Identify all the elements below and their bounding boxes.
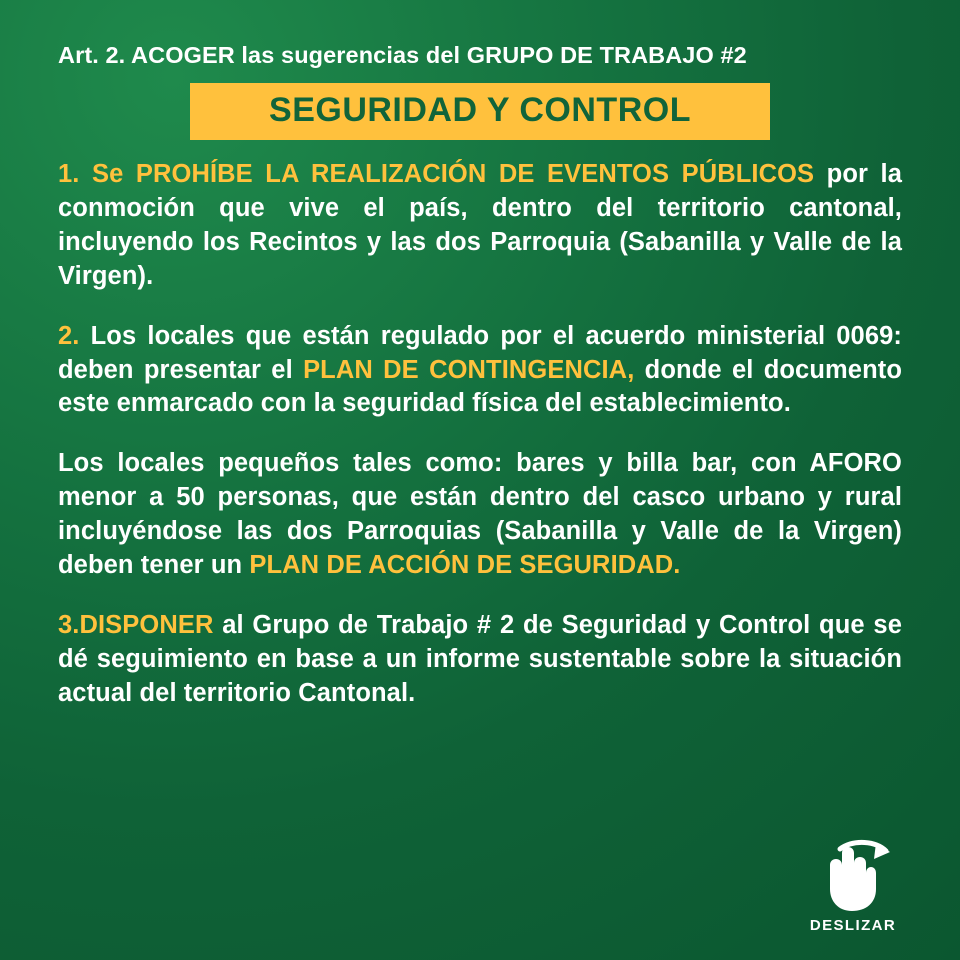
clause-3 [58,609,902,711]
swipe-indicator[interactable] [794,839,912,934]
clause-2-highlight: PLAN DE CONTINGENCIA, [303,355,635,384]
clause-2-note-highlight: PLAN DE ACCIÓN DE SEGURIDAD. [249,551,681,580]
article-heading: Art. 2. ACOGER las sugerencias del GRUPO DE TRABAJO #2 [58,42,747,68]
clause-2-text-b: donde el documento este enmarcado con la seguridad física del establecimiento. [58,355,903,418]
banner-container [58,83,902,140]
clause-1 [58,158,902,294]
clause-1-text: por la conmoción que vive el país, dentro del territorio cantonal, incluyendo los Recintos y las dos Parroquia (Sabanilla y Valle de la Virgen). [58,160,903,290]
clause-2-note [58,447,902,583]
clause-3-highlight: DISPONER [79,610,214,639]
banner-title: SEGURIDAD Y CONTROL [190,83,770,140]
clause-3-text: al Grupo de Trabajo # 2 de Seguridad y Control que se dé seguimiento en base a un informe sustentable sobre la situación actual del territorio Cantonal. [58,610,902,707]
clause-1-number: 1. [58,160,80,188]
clause-2-note-text: Los locales pequeños tales como: bares y billa bar, con AFORO menor a 50 personas, que están dentro del casco urbano y rural incluyéndose las dos Parroquias (Sabanilla y Valle de la Virgen) deben tener un [58,449,902,580]
clause-1-highlight-b: PROHÍBE LA REALIZACIÓN DE EVENTOS PÚBLICOS [135,160,815,188]
clause-3-number: 3. [58,610,80,639]
clause-2-text-a: Los locales que están regulado por el acuerdo ministerial 0069: deben presentar el [58,321,902,384]
clause-2-number: 2. [58,321,80,350]
clause-2 [58,320,902,422]
hand-swipe-icon [794,839,912,915]
swipe-label: DESLIZAR [809,917,897,934]
clause-1-highlight-a: Se [91,160,124,188]
